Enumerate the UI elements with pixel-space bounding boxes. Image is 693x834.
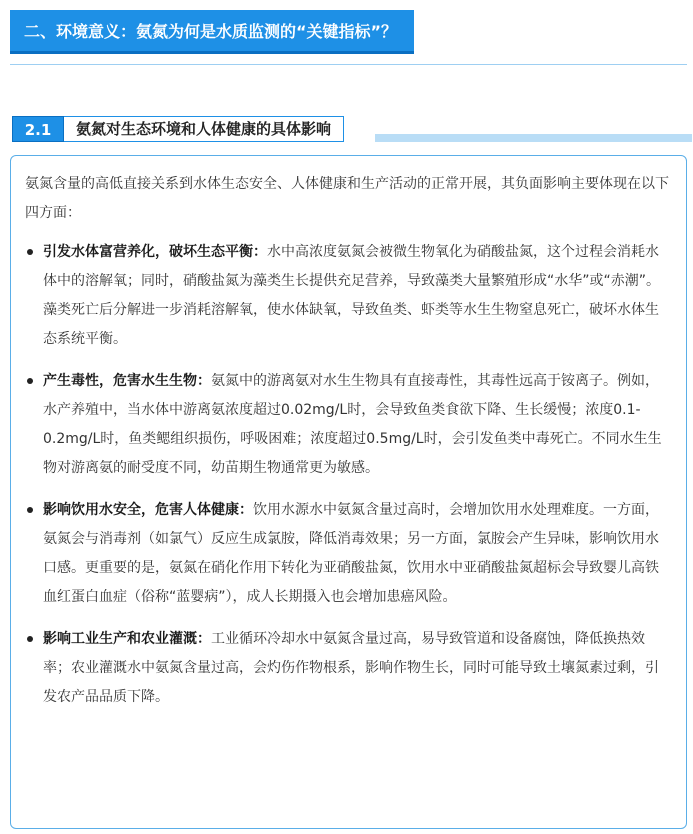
content-panel <box>10 155 687 829</box>
item-heading: 影响饮用水安全，危害人体健康： <box>43 502 253 518</box>
impact-list <box>25 238 670 712</box>
subsection-accent-bar <box>375 134 692 142</box>
list-item <box>25 496 670 612</box>
subsection-title: 氨氮对生态环境和人体健康的具体影响 <box>64 116 344 142</box>
section-divider <box>10 64 687 65</box>
item-heading: 影响工业生产和农业灌溉： <box>43 631 211 647</box>
item-text: 工业循环冷却水中氨氮含量过高，易导致管道和设备腐蚀，降低换热效率；农业灌溉水中氨氮含量过高，会灼伤作物根系，影响作物生长，同时可能导致土壤氮素过剩，引发农产品品质下降。 <box>43 631 659 705</box>
bullet-dot-icon <box>27 249 33 255</box>
bullet-dot-icon <box>27 378 33 384</box>
list-item <box>25 238 670 354</box>
subsection-number: 2.1 <box>12 116 64 142</box>
intro-paragraph: 氨氮含量的高低直接关系到水体生态安全、人体健康和生产活动的正常开展，其负面影响主要体现在以下四方面： <box>25 176 669 221</box>
subsection-header <box>10 116 682 146</box>
item-text: 饮用水源水中氨氮含量过高时，会增加饮用水处理难度。一方面，氨氮会与消毒剂（如氯气）反应生成氯胺，降低消毒效果；另一方面，氯胺会产生异味，影响饮用水口感。更重要的是，氨氮在硝化作用下转化为亚硝酸盐氮，饮用水中亚硝酸盐氮超标会导致婴儿高铁血红蛋白血症（俗称“蓝婴病”），成人长期摄入也会增加患癌风险。 <box>43 502 659 605</box>
bullet-dot-icon <box>27 636 33 642</box>
item-text: 氨氮中的游离氨对水生生物具有直接毒性，其毒性远高于铵离子。例如，水产养殖中，当水体中游离氨浓度超过0.02mg/L时，会导致鱼类食欲下降、生长缓慢；浓度0.1-0.2mg/L时，鱼类鳃组织损伤，呼吸困难；浓度超过0.5mg/L时，会引发鱼类中毒死亡。不同水生生物对游离氨的耐受度不同，幼苗期生物通常更为敏感。 <box>43 373 662 476</box>
section-title: 二、环境意义：氨氮为何是水质监测的“关键指标”？ <box>10 10 414 54</box>
item-heading: 产生毒性，危害水生生物： <box>43 373 211 389</box>
bullet-dot-icon <box>27 507 33 513</box>
list-item <box>25 367 670 483</box>
item-text: 水中高浓度氨氮会被微生物氧化为硝酸盐氮，这个过程会消耗水体中的溶解氧；同时，硝酸盐氮为藻类生长提供充足营养，导致藻类大量繁殖形成“水华”或“赤潮”。藻类死亡后分解进一步消耗溶解氧，使水体缺氧，导致鱼类、虾类等水生生物窒息死亡，破坏水体生态系统平衡。 <box>43 244 661 347</box>
list-item <box>25 625 670 712</box>
item-heading: 引发水体富营养化，破坏生态平衡： <box>43 244 267 260</box>
